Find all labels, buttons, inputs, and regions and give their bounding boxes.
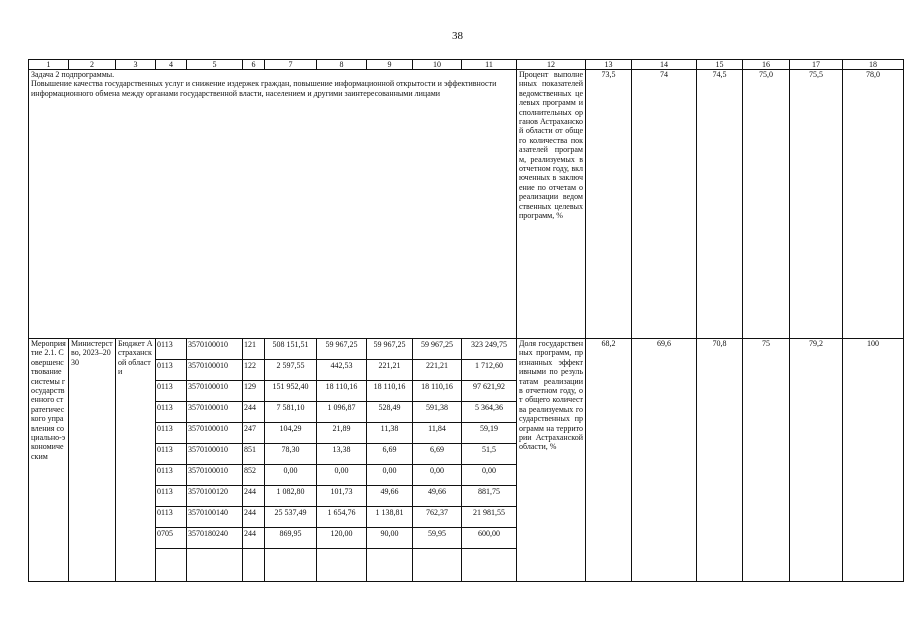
table-row bbox=[367, 465, 412, 486]
funding-source: Бюджет Астраханской области bbox=[116, 339, 156, 582]
col-header: 11 bbox=[462, 60, 517, 70]
cell-c9: 6,69 bbox=[367, 444, 412, 465]
table-row bbox=[156, 507, 186, 528]
cell-c11: 600,00 bbox=[462, 528, 516, 549]
table-row bbox=[156, 339, 186, 360]
table-row bbox=[317, 465, 366, 486]
cell-c7: 25 537,49 bbox=[265, 507, 316, 528]
cell-c6: 247 bbox=[243, 423, 264, 444]
col-header: 17 bbox=[790, 60, 843, 70]
table-row bbox=[243, 465, 264, 486]
measure-name: Мероприятие 2.1. Совершенствование системы государственного стратегического управления социально-экономическим bbox=[29, 339, 69, 582]
cell-c6: 244 bbox=[243, 528, 264, 549]
cell-c8: 120,00 bbox=[317, 528, 366, 549]
table-row bbox=[243, 381, 264, 402]
cell-c7: 508 151,51 bbox=[265, 339, 316, 360]
table-row bbox=[462, 402, 516, 423]
col-8 bbox=[317, 339, 367, 582]
table-row bbox=[413, 381, 461, 402]
table-row bbox=[413, 486, 461, 507]
sub-col-7 bbox=[265, 339, 316, 549]
col-header: 18 bbox=[843, 60, 904, 70]
cell-c4: 0113 bbox=[156, 381, 186, 402]
col-header: 14 bbox=[632, 60, 697, 70]
table-row bbox=[265, 339, 316, 360]
program-table bbox=[28, 59, 904, 582]
table-row bbox=[243, 339, 264, 360]
table-row bbox=[317, 528, 366, 549]
col-header: 2 bbox=[69, 60, 116, 70]
cell-c7: 1 082,80 bbox=[265, 486, 316, 507]
table-row bbox=[187, 528, 242, 549]
task-value: 74 bbox=[632, 70, 697, 339]
cell-c10: 591,38 bbox=[413, 402, 461, 423]
measure-value: 100 bbox=[843, 339, 904, 582]
cell-c7: 78,30 bbox=[265, 444, 316, 465]
cell-c8: 18 110,16 bbox=[317, 381, 366, 402]
table-row bbox=[317, 486, 366, 507]
cell-c5: 3570100010 bbox=[187, 423, 242, 444]
col-header: 16 bbox=[743, 60, 790, 70]
col-header: 4 bbox=[156, 60, 187, 70]
task-row bbox=[29, 70, 904, 339]
cell-c8: 1 654,76 bbox=[317, 507, 366, 528]
cell-c7: 2 597,55 bbox=[265, 360, 316, 381]
cell-c6: 244 bbox=[243, 486, 264, 507]
cell-c4: 0113 bbox=[156, 465, 186, 486]
table-row bbox=[156, 465, 186, 486]
cell-c11: 5 364,36 bbox=[462, 402, 516, 423]
table-row bbox=[367, 339, 412, 360]
col-header: 7 bbox=[265, 60, 317, 70]
task-indicator: Процент выполненных показателей ведомственных целевых программ исполнительных органов Астраханской области от общего количества показателей программ, реализуемых в отчетном году, включенных в заключение по отчетам о реализации ведомственных целевых программ, % bbox=[517, 70, 586, 339]
table-row bbox=[265, 465, 316, 486]
col-header: 3 bbox=[116, 60, 156, 70]
measure-value: 68,2 bbox=[586, 339, 632, 582]
cell-c9: 11,38 bbox=[367, 423, 412, 444]
table-row bbox=[462, 486, 516, 507]
cell-c7: 104,29 bbox=[265, 423, 316, 444]
table-row bbox=[265, 486, 316, 507]
table-row bbox=[187, 381, 242, 402]
task-value: 74,5 bbox=[697, 70, 743, 339]
cell-c7: 869,95 bbox=[265, 528, 316, 549]
table-row bbox=[462, 339, 516, 360]
table-row bbox=[243, 423, 264, 444]
col-4 bbox=[156, 339, 187, 582]
table-row bbox=[187, 360, 242, 381]
table-row bbox=[413, 339, 461, 360]
cell-c10: 59 967,25 bbox=[413, 339, 461, 360]
task-value: 73,5 bbox=[586, 70, 632, 339]
cell-c5: 3570100120 bbox=[187, 486, 242, 507]
table-row bbox=[265, 360, 316, 381]
cell-c7: 151 952,40 bbox=[265, 381, 316, 402]
table-row bbox=[156, 360, 186, 381]
cell-c10: 18 110,16 bbox=[413, 381, 461, 402]
table-row bbox=[462, 507, 516, 528]
table-row bbox=[367, 507, 412, 528]
table-row bbox=[265, 423, 316, 444]
cell-c8: 0,00 bbox=[317, 465, 366, 486]
table-row bbox=[413, 402, 461, 423]
col-header: 1 bbox=[29, 60, 69, 70]
table-row bbox=[367, 528, 412, 549]
cell-c4: 0705 bbox=[156, 528, 186, 549]
cell-c8: 59 967,25 bbox=[317, 339, 366, 360]
task-value: 75,0 bbox=[743, 70, 790, 339]
cell-c4: 0113 bbox=[156, 423, 186, 444]
task-title: Задача 2 подпрограммы. bbox=[31, 70, 115, 79]
table-row bbox=[187, 444, 242, 465]
cell-c6: 122 bbox=[243, 360, 264, 381]
col-header: 10 bbox=[413, 60, 462, 70]
cell-c10: 0,00 bbox=[413, 465, 461, 486]
col-11 bbox=[462, 339, 517, 582]
col-header: 6 bbox=[243, 60, 265, 70]
table-row bbox=[187, 465, 242, 486]
table-row bbox=[413, 423, 461, 444]
cell-c4: 0113 bbox=[156, 486, 186, 507]
table-row bbox=[367, 444, 412, 465]
table-row bbox=[265, 507, 316, 528]
table-row bbox=[317, 507, 366, 528]
table-row bbox=[156, 402, 186, 423]
col-9 bbox=[367, 339, 413, 582]
cell-c6: 244 bbox=[243, 507, 264, 528]
cell-c9: 18 110,16 bbox=[367, 381, 412, 402]
cell-c4: 0113 bbox=[156, 402, 186, 423]
cell-c9: 1 138,81 bbox=[367, 507, 412, 528]
table-row bbox=[187, 423, 242, 444]
table-row bbox=[156, 423, 186, 444]
cell-c10: 221,21 bbox=[413, 360, 461, 381]
table-row bbox=[367, 486, 412, 507]
task-description bbox=[29, 70, 517, 339]
table-row bbox=[156, 486, 186, 507]
table-row bbox=[413, 507, 461, 528]
cell-c8: 1 096,87 bbox=[317, 402, 366, 423]
col-header: 15 bbox=[697, 60, 743, 70]
cell-c5: 3570180240 bbox=[187, 528, 242, 549]
cell-c11: 323 249,75 bbox=[462, 339, 516, 360]
cell-c10: 59,95 bbox=[413, 528, 461, 549]
cell-c6: 851 bbox=[243, 444, 264, 465]
table-row bbox=[317, 402, 366, 423]
cell-c8: 13,38 bbox=[317, 444, 366, 465]
col-7 bbox=[265, 339, 317, 582]
cell-c9: 59 967,25 bbox=[367, 339, 412, 360]
page-number: 38 bbox=[452, 30, 463, 42]
table-row bbox=[413, 360, 461, 381]
table-row bbox=[462, 528, 516, 549]
table-row bbox=[265, 402, 316, 423]
table-row bbox=[187, 339, 242, 360]
cell-c11: 21 981,55 bbox=[462, 507, 516, 528]
cell-c10: 49,66 bbox=[413, 486, 461, 507]
table-row bbox=[317, 444, 366, 465]
cell-c4: 0113 bbox=[156, 360, 186, 381]
cell-c7: 0,00 bbox=[265, 465, 316, 486]
sub-col-9 bbox=[367, 339, 412, 549]
table-row bbox=[265, 528, 316, 549]
table-row bbox=[367, 423, 412, 444]
table-row bbox=[156, 444, 186, 465]
measure-value: 69,6 bbox=[632, 339, 697, 582]
sub-col-4 bbox=[156, 339, 186, 549]
measure-value: 79,2 bbox=[790, 339, 843, 582]
table-row bbox=[265, 444, 316, 465]
sub-col-10 bbox=[413, 339, 461, 549]
table-row bbox=[243, 402, 264, 423]
cell-c6: 852 bbox=[243, 465, 264, 486]
col-header: 5 bbox=[187, 60, 243, 70]
cell-c9: 221,21 bbox=[367, 360, 412, 381]
task-text: Повышение качества государственных услуг и снижение издержек граждан, повышение информационной открытости и эффективности информационного обмена между органами государственной власти, населением и другими заинтересованными лицами bbox=[31, 79, 497, 98]
table-row bbox=[462, 465, 516, 486]
cell-c5: 3570100010 bbox=[187, 444, 242, 465]
col-header: 13 bbox=[586, 60, 632, 70]
table-row bbox=[413, 465, 461, 486]
cell-c11: 881,75 bbox=[462, 486, 516, 507]
table-row bbox=[317, 381, 366, 402]
table-row bbox=[367, 381, 412, 402]
sub-col-11 bbox=[462, 339, 516, 549]
col-10 bbox=[413, 339, 462, 582]
table-row bbox=[413, 444, 461, 465]
table-row bbox=[317, 360, 366, 381]
cell-c9: 49,66 bbox=[367, 486, 412, 507]
cell-c8: 21,89 bbox=[317, 423, 366, 444]
header-row bbox=[29, 60, 904, 70]
cell-c6: 129 bbox=[243, 381, 264, 402]
col-header: 8 bbox=[317, 60, 367, 70]
table-row bbox=[462, 381, 516, 402]
cell-c5: 3570100010 bbox=[187, 465, 242, 486]
cell-c4: 0113 bbox=[156, 339, 186, 360]
sub-col-5 bbox=[187, 339, 242, 549]
col-6 bbox=[243, 339, 265, 582]
task-value: 75,5 bbox=[790, 70, 843, 339]
cell-c11: 97 621,92 bbox=[462, 381, 516, 402]
table-row bbox=[187, 402, 242, 423]
cell-c11: 59,19 bbox=[462, 423, 516, 444]
measure-value: 70,8 bbox=[697, 339, 743, 582]
cell-c9: 90,00 bbox=[367, 528, 412, 549]
table-row bbox=[243, 507, 264, 528]
table-row bbox=[243, 528, 264, 549]
table-row bbox=[156, 381, 186, 402]
table-row bbox=[462, 444, 516, 465]
table-row bbox=[462, 423, 516, 444]
cell-c9: 0,00 bbox=[367, 465, 412, 486]
table-row bbox=[317, 339, 366, 360]
cell-c7: 7 581,10 bbox=[265, 402, 316, 423]
table-row bbox=[243, 444, 264, 465]
table-row bbox=[187, 507, 242, 528]
col-5 bbox=[187, 339, 243, 582]
cell-c5: 3570100010 bbox=[187, 381, 242, 402]
table-row bbox=[243, 486, 264, 507]
table-row bbox=[243, 360, 264, 381]
table-row bbox=[367, 360, 412, 381]
cell-c4: 0113 bbox=[156, 507, 186, 528]
col-header: 9 bbox=[367, 60, 413, 70]
cell-c6: 121 bbox=[243, 339, 264, 360]
cell-c4: 0113 bbox=[156, 444, 186, 465]
cell-c5: 3570100140 bbox=[187, 507, 242, 528]
measure-value: 75 bbox=[743, 339, 790, 582]
cell-c11: 0,00 bbox=[462, 465, 516, 486]
task-value: 78,0 bbox=[843, 70, 904, 339]
table-row bbox=[265, 381, 316, 402]
table-row bbox=[317, 423, 366, 444]
cell-c10: 6,69 bbox=[413, 444, 461, 465]
cell-c5: 3570100010 bbox=[187, 339, 242, 360]
measure-row bbox=[29, 339, 904, 582]
cell-c8: 442,53 bbox=[317, 360, 366, 381]
cell-c10: 762,37 bbox=[413, 507, 461, 528]
cell-c11: 1 712,60 bbox=[462, 360, 516, 381]
table-row bbox=[462, 360, 516, 381]
table-row bbox=[413, 528, 461, 549]
cell-c5: 3570100010 bbox=[187, 402, 242, 423]
col-header: 12 bbox=[517, 60, 586, 70]
cell-c9: 528,49 bbox=[367, 402, 412, 423]
table-row bbox=[367, 402, 412, 423]
cell-c10: 11,84 bbox=[413, 423, 461, 444]
sub-col-6 bbox=[243, 339, 264, 549]
sub-col-8 bbox=[317, 339, 366, 549]
cell-c11: 51,5 bbox=[462, 444, 516, 465]
cell-c8: 101,73 bbox=[317, 486, 366, 507]
cell-c6: 244 bbox=[243, 402, 264, 423]
table-row bbox=[156, 528, 186, 549]
measure-executor: Министерство, 2023–2030 bbox=[69, 339, 116, 582]
table-row bbox=[187, 486, 242, 507]
cell-c5: 3570100010 bbox=[187, 360, 242, 381]
measure-indicator: Доля государственных программ, признанных эффективными по результатам реализации в отчетном году, от общего количества реализуемых государственных программ на территории Астраханской области, % bbox=[517, 339, 586, 582]
